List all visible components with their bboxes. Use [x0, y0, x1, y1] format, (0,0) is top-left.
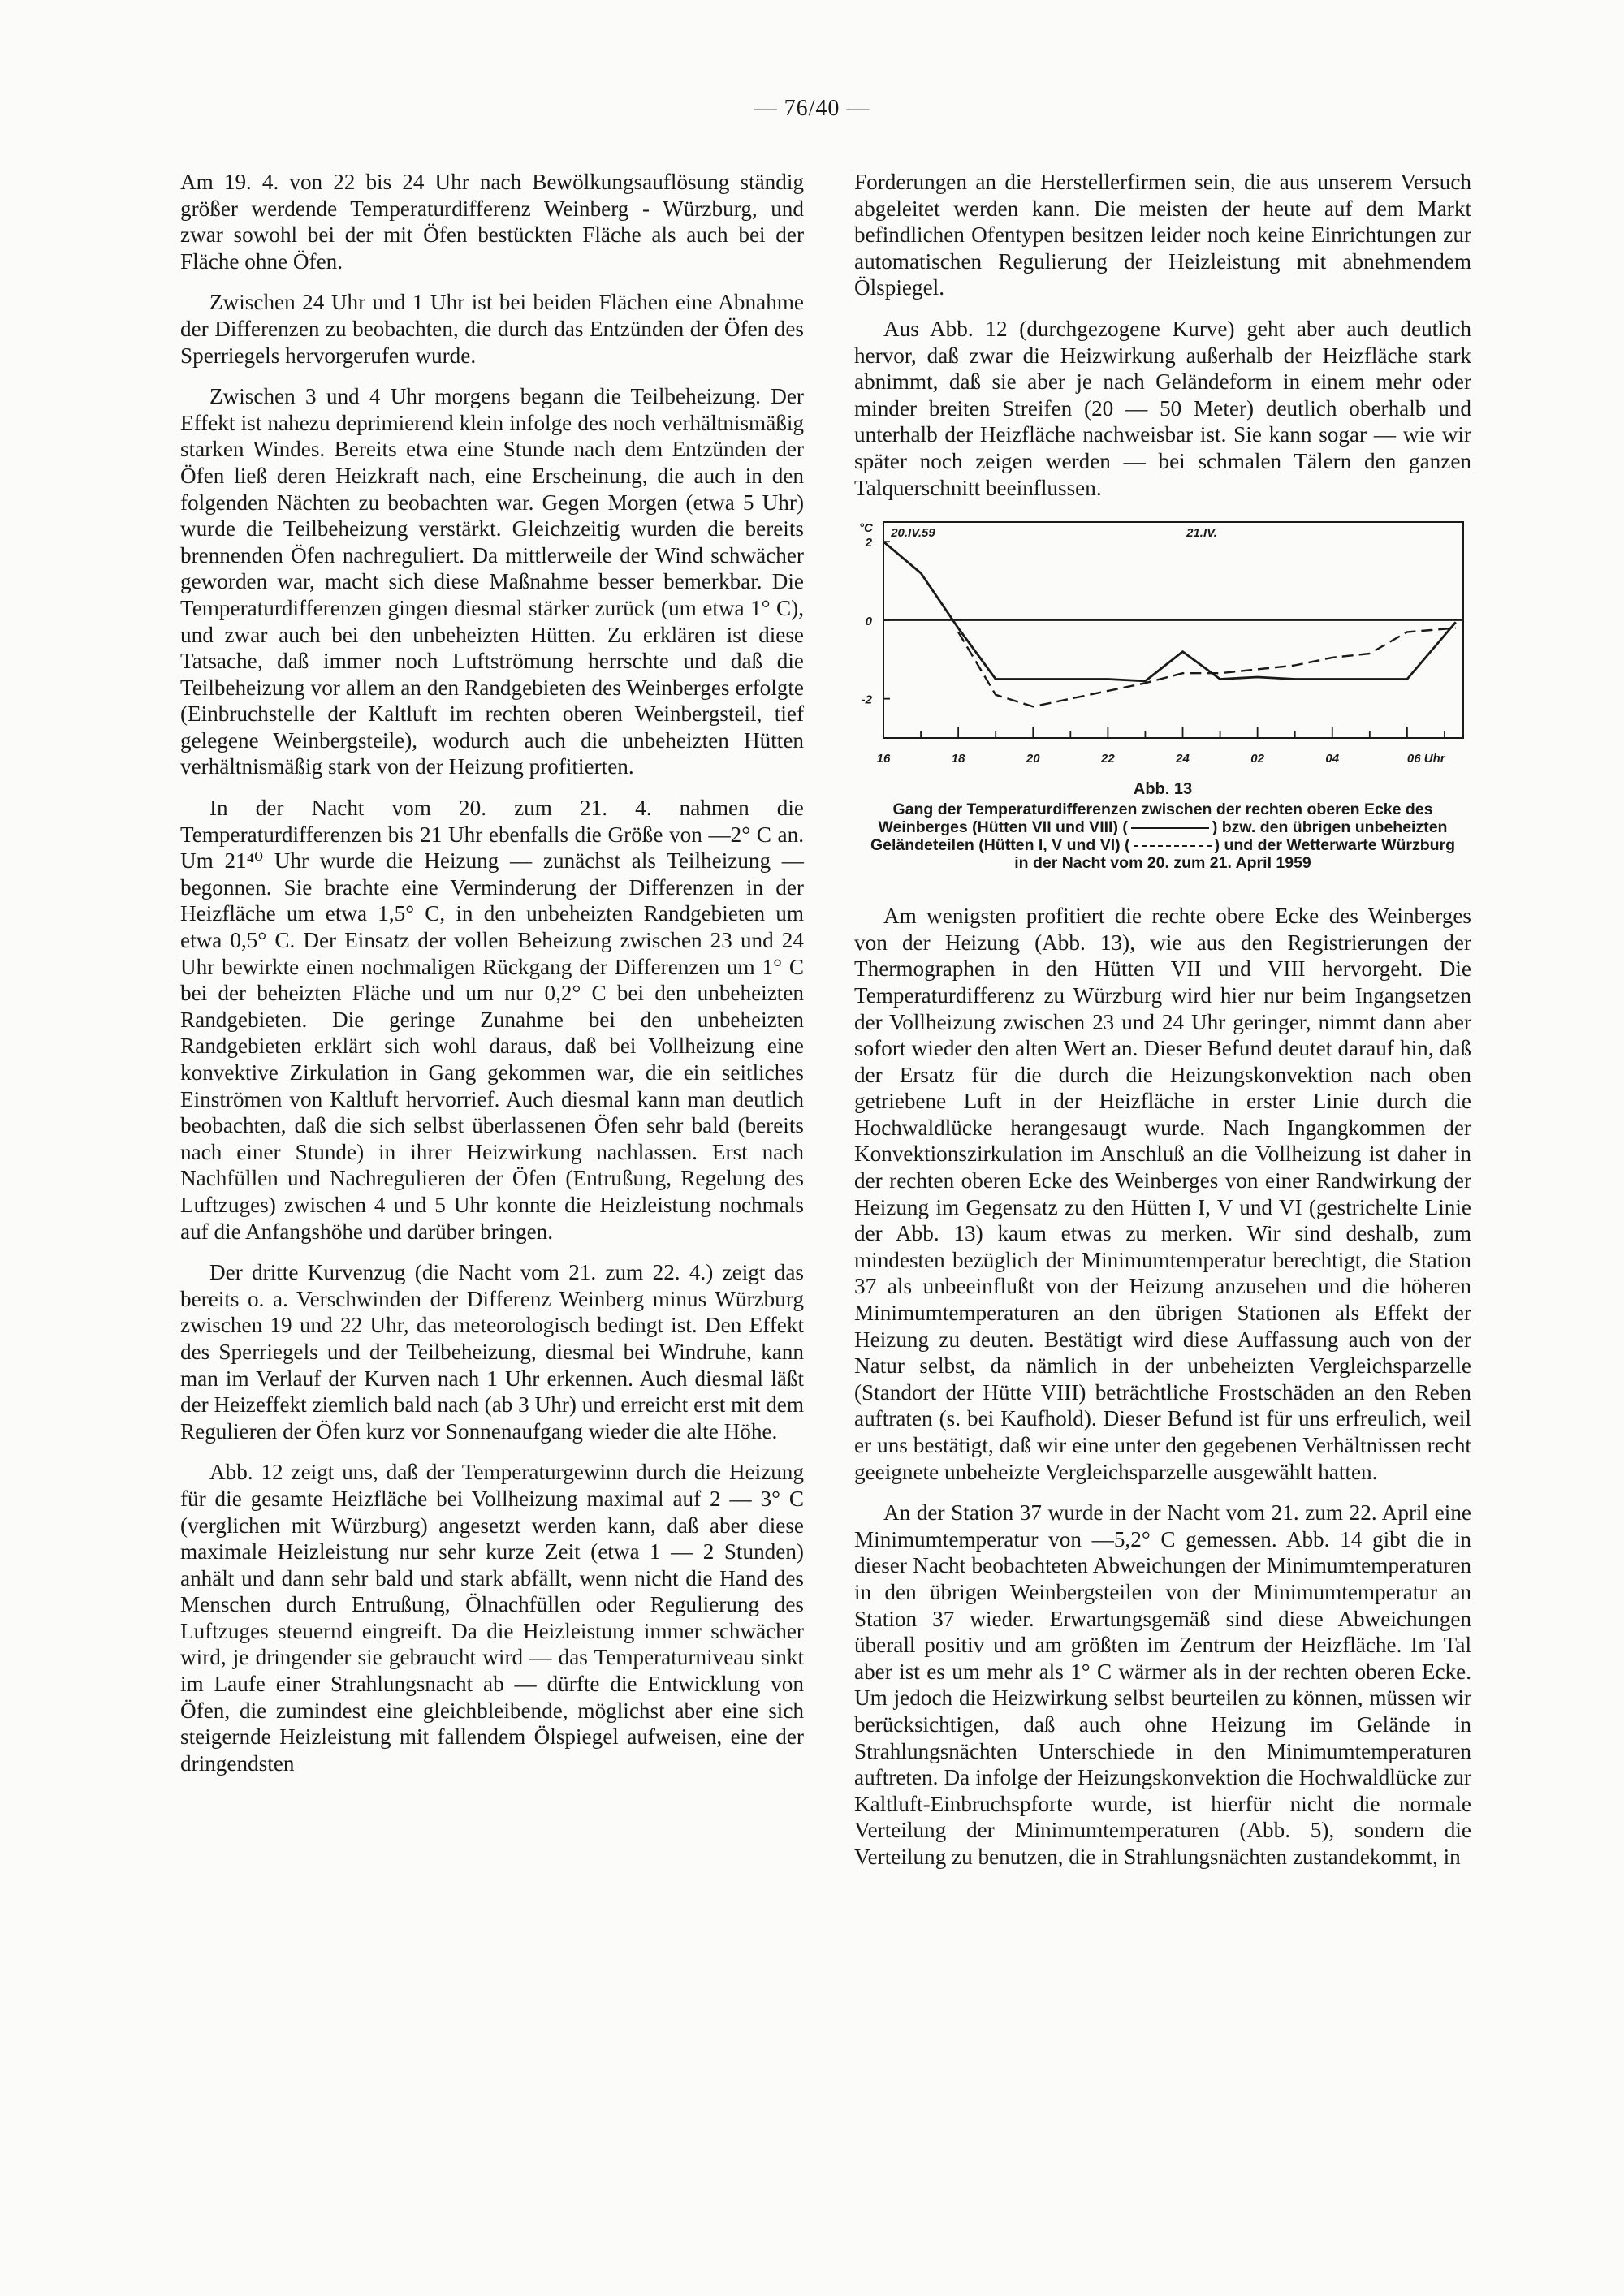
paragraph: Forderungen an die Herstellerfirmen sein, die aus unserem Versuch abgeleitet werden kann. Die meisten der heute auf dem Markt befindlichen Ofentypen besitzen leider noch keine Einrichtungen zur automatischen Regulierung der Heizleistung mit abnehmendem Ölspiegel.	[854, 170, 1471, 300]
paragraph: Zwischen 24 Uhr und 1 Uhr ist bei beiden Flächen eine Abnahme der Differenzen zu beobachten, die durch das Entzünden der Öfen des Sperriegels hervorgerufen wurde.	[180, 290, 804, 368]
page-number: — 76/40 —	[754, 96, 870, 121]
left-column	[180, 169, 804, 1791]
series-dashed-line	[958, 628, 1456, 707]
figure-caption	[866, 801, 1460, 872]
x-tick-label: 18	[951, 752, 965, 766]
x-tick-label: 06 Uhr	[1406, 752, 1445, 766]
date-annotation: 21.IV.	[1186, 526, 1217, 541]
y-tick-label: 2	[865, 536, 872, 550]
paragraph: Der dritte Kurvenzug (die Nacht vom 21. zum 22. 4.) zeigt das bereits o. a. Verschwinden der Differenz Weinberg minus Würzburg zwischen 19 und 22 Uhr, das meteorologisch bedingt ist. Den Effekt des Sperriegels und der Teilbeheizung, diesmal bei Windruhe, kann man im Verlauf der Kurven nach 1 Uhr erkennen. Auch diesmal läßt der Heizeffekt ziemlich bald nach (ab 3 Uhr) und erreicht erst mit dem Regulieren der Öfen kurz vor Sonnenaufgang wieder die alte Höhe.	[180, 1260, 804, 1444]
y-axis-unit-label: °C	[859, 521, 873, 536]
paragraph: Am wenigsten profitiert die rechte obere Ecke des Weinberges von der Heizung (Abb. 13), wie aus den Registrierungen der Thermographen in den Hütten VII und VIII hervorgeht. Die Temperaturdifferenz zu Würzburg wird hier nur beim Ingangsetzen der Vollheizung zwischen 23 und 24 Uhr geringer, nimmt dann aber sofort wieder den alten Wert an. Dieser Befund deutet darauf hin, daß der Ersatz für die durch die Heizungskonvektion nach oben getriebene Luft in der Heizfläche in erster Linie durch die Hochwaldlücke herangesaugt wurde. Nach Ingangkommen der Konvektionszirkulation im Anschluß an die Vollheizung ist daher in der rechten oberen Ecke des Weinberges von einer Randwirkung der Heizung im Gegensatz zu den Hütten I, V und VI (gestrichelte Linie der Abb. 13) kaum etwas zu merken. Wir sind deshalb, zum mindesten bezüglich der Minimumtemperatur berechtigt, die Station 37 als unbeeinflußt von der Heizung anzusehen und die höheren Minimumtemperaturen an den übrigen Stationen als Effekt der Heizung zu deuten. Bestätigt wird diese Auffassung auch von der Natur selbst, da nämlich in der unbeheizten Vergleichsparzelle (Standort der Hütte VIII) beträchtliche Frostschäden an den Reben auftraten (s. bei Kaufhold). Dieser Befund ist für uns erfreulich, weil er uns bestätigt, daß wir eine unter den gegebenen Verhältnissen recht geeignete unbeheizte Vergleichsparzelle ausgewählt hatten.	[854, 904, 1471, 1484]
right-column	[854, 169, 1471, 1885]
legend-solid-line	[1131, 827, 1209, 829]
paragraph: Am 19. 4. von 22 bis 24 Uhr nach Bewölkungsauflösung ständig größer werdende Temperaturdifferenz Weinberg - Würzburg, und zwar sowohl bei der mit Öfen bestückten Fläche als auch bei der Fläche ohne Öfen.	[180, 170, 804, 274]
x-tick-label: 22	[1101, 752, 1115, 766]
legend-dashed-line	[1134, 845, 1212, 847]
paragraph: Zwischen 3 und 4 Uhr morgens begann die Teilbeheizung. Der Effekt ist nahezu deprimierend klein infolge des noch verhältnismäßig starken Windes. Bereits etwa eine Stunde nach dem Entzünden der Öfen ließ deren Heizkraft nach, eine Erscheinung, die auch in den folgenden Nächten zu beobachten war. Gegen Morgen (etwa 5 Uhr) wurde die Teilbeheizung verstärkt. Gleichzeitig wurden die bereits brennenden Öfen nachreguliert. Da mittlerweile der Wind schwächer geworden war, macht sich diese Maßnahme besser bemerkbar. Die Temperaturdifferenzen gingen diesmal stärker zurück (um etwa 1° C), und zwar auch bei den unbeheizten Hütten. Zu erklären ist diese Tatsache, daß immer noch Luftströmung herrschte und daß die Teilbeheizung vor allem an den Randgebieten des Weinberges erfolgte (Einbruchstelle der Kaltluft im rechten oberen Weinbergsteil, tief gelegene Weinbergsteile), wodurch auch die unbeheizten Hütten verhältnismäßig stark von der Heizung profitierten.	[180, 384, 804, 779]
x-tick-label: 04	[1325, 752, 1340, 766]
paragraph: In der Nacht vom 20. zum 21. 4. nahmen die Temperaturdifferenzen bis 21 Uhr ebenfalls die Größe von —2° C an. Um 21⁴⁰ Uhr wurde die Heizung — zunächst als Teilheizung — begonnen. Sie brachte eine Verminderung der Differenzen in der Heizfläche um etwa 1,5° C, in den unbeheizten Randgebieten um etwa 0,5° C. Der Einsatz der vollen Beheizung zwischen 23 und 24 Uhr bewirkte einen nochmaligen Rückgang der Differenzen um 1° C bei der beheizten Fläche und um nur 0,2° C bei den unbeheizten Randgebieten. Die geringe Zunahme bei den unbeheizten Randgebieten erklärt sich wohl daraus, daß bei Vollheizung eine konvektive Zirkulation in Gang gekommen war, die ein seitliches Einströmen von Kaltluft hervorrief. Auch diesmal kann man deutlich beobachten, daß die sich selbst überlassenen Öfen sehr bald (bereits nach einer Stunde) in ihrer Heizwirkung nachlassen. Erst nach Nachfüllen und Nachregulieren der Öfen (Entrußung, Regelung des Luftzuges) zwischen 4 und 5 Uhr konnte die Heizleistung nochmals auf die Anfangshöhe und darüber bringen.	[180, 796, 804, 1244]
figure-abb-13	[854, 516, 1471, 872]
caption-text: ) und der Wetterwarte Würzburg in der Nacht vom 20. zum 21. April 1959	[1014, 836, 1456, 873]
caption-text: Gang der Temperaturdifferenzen zwischen der rechten oberen Ecke des Weinberges (Hütten VII und VIII) (	[878, 801, 1433, 837]
x-tick-label: 02	[1250, 752, 1264, 766]
plot-frame	[883, 522, 1463, 738]
figure-number: Abb. 13	[1133, 780, 1193, 799]
paragraph: Abb. 12 zeigt uns, daß der Temperaturgewinn durch die Heizung für die gesamte Heizfläche bei Vollheizung maximal auf 2 — 3° C (verglichen mit Würzburg) angesetzt werden kann, daß aber diese maximale Heizleistung nur sehr kurze Zeit (etwa 1 — 2 Stunden) anhält und dann sehr bald und stark abfällt, wenn nicht die Hand des Menschen durch Entrußung, Ölnachfüllen oder Regulierung des Luftzuges steuernd eingreift. Da die Heizleistung immer schwächer wird, je dringender sie gebraucht wird — das Temperaturniveau sinkt im Laufe einer Strahlungsnacht ab — dürfte die Entwicklung von Öfen, die zumindest eine gleichbleibende, möglichst aber eine sich steigernde Heizleistung mit fallendem Ölspiegel aufweisen, eine der dringendsten	[180, 1460, 804, 1776]
series-solid-line	[883, 542, 1456, 681]
x-tick-label: 16	[876, 752, 891, 766]
y-tick-label: 0	[865, 615, 872, 629]
paragraph: Aus Abb. 12 (durchgezogene Kurve) geht aber auch deutlich hervor, daß zwar die Heizwirkung außerhalb der Heizfläche stark abnimmt, daß sie aber je nach Geländeform in einem mehr oder minder breiten Streifen (20 — 50 Meter) deutlich oberhalb und unterhalb der Heizfläche nachweisbar ist. Sie kann sogar — wie wir später noch zeigen werden — bei schmalen Tälern den ganzen Talquerschnitt beeinflussen.	[854, 316, 1471, 500]
x-tick-label: 24	[1176, 752, 1190, 766]
x-tick-label: 20	[1026, 752, 1040, 766]
y-tick-label: -2	[861, 693, 872, 707]
temperature-difference-chart	[854, 516, 1471, 774]
caption-text: ) bzw. den übrigen unbeheizten Geländeteilen (Hütten I, V und VI) (	[870, 818, 1448, 855]
date-annotation: 20.IV.59	[891, 526, 935, 541]
paragraph: An der Station 37 wurde in der Nacht vom 21. zum 22. April eine Minimumtemperatur von —5,2° C gemessen. Abb. 14 gibt die in dieser Nacht beobachteten Abweichungen der Minimumtemperaturen in den übrigen Weinbergsteilen von der Minimumtemperatur an Station 37 wieder. Erwartungsgemäß sind diese Abweichungen überall positiv und am größten im Zentrum der Heizfläche. Im Tal aber ist es um mehr als 1° C wärmer als in der rechten oberen Ecke. Um jedoch die Heizwirkung selbst beurteilen zu können, müssen wir berücksichtigen, daß auch ohne Heizung im Gelände in Strahlungsnächten Unterschiede in den Minimumtemperaturen auftreten. Da infolge der Heizungskonvektion die Hochwaldlücke zur Kaltluft-Einbruchspforte wurde, ist hierfür nicht die normale Verteilung der Minimumtemperaturen (Abb. 5), sondern die Verteilung zu benutzen, die in Strahlungsnächten zustandekommt, in	[854, 1500, 1471, 1869]
